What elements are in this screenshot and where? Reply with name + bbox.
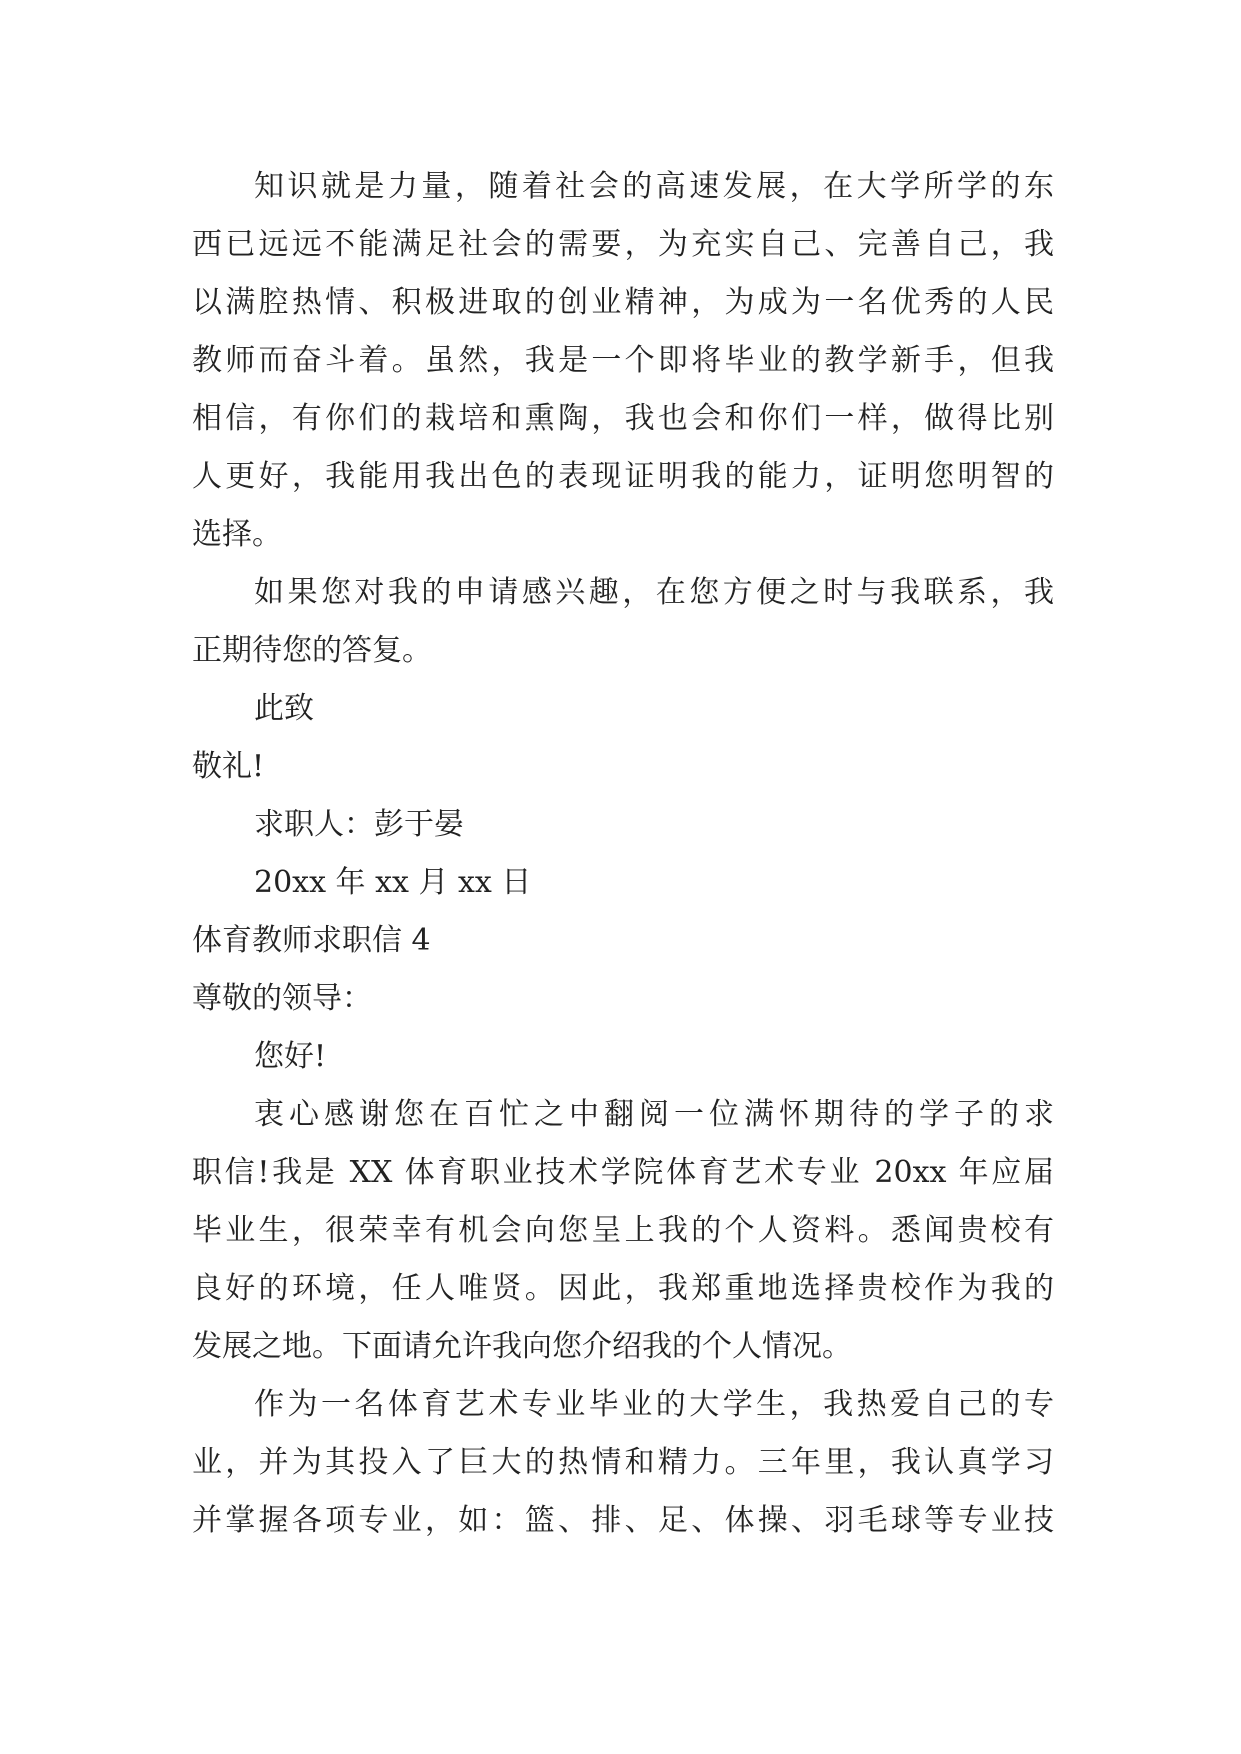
text-line: 选择。: [192, 517, 282, 552]
text-line: 相信，有你们的栽培和熏陶，我也会和你们一样，做得比别: [192, 401, 1054, 436]
greeting: 您好!: [254, 1039, 327, 1074]
text-line: 发展之地。下面请允许我向您介绍我的个人情况。: [192, 1329, 852, 1364]
document-body: [192, 158, 1054, 1550]
salutation: 尊敬的领导：: [192, 981, 372, 1016]
closing-line: 此致: [254, 691, 314, 726]
section-title: 体育教师求职信 4: [192, 923, 431, 958]
date: 20xx 年 xx 月 xx 日: [254, 865, 532, 900]
text-line: 人更好，我能用我出色的表现证明我的能力，证明您明智的: [192, 459, 1054, 494]
text-line: 作为一名体育艺术专业毕业的大学生，我热爱自己的专: [254, 1387, 1054, 1422]
text-line: 业，并为其投入了巨大的热情和精力。三年里，我认真学习: [192, 1445, 1054, 1480]
text-line: 良好的环境，任人唯贤。因此，我郑重地选择贵校作为我的: [192, 1271, 1054, 1306]
text-line: 教师而奋斗着。虽然，我是一个即将毕业的教学新手，但我: [192, 343, 1054, 378]
text-line: 知识就是力量，随着社会的高速发展，在大学所学的东: [254, 169, 1054, 204]
text-line: 以满腔热情、积极进取的创业精神，为成为一名优秀的人民: [192, 285, 1054, 320]
text-line: 正期待您的答复。: [192, 633, 432, 668]
text-line: 如果您对我的申请感兴趣，在您方便之时与我联系，我: [254, 575, 1054, 610]
text-line: 西已远远不能满足社会的需要，为充实自己、完善自己，我: [192, 227, 1054, 262]
signature: 求职人：彭于晏: [254, 807, 464, 842]
text-line: 衷心感谢您在百忙之中翻阅一位满怀期待的学子的求: [254, 1097, 1054, 1132]
text-line: 并掌握各项专业，如：篮、排、足、体操、羽毛球等专业技: [192, 1503, 1054, 1538]
text-line: 毕业生，很荣幸有机会向您呈上我的个人资料。悉闻贵校有: [192, 1213, 1054, 1248]
text-line: 职信!我是 XX 体育职业技术学院体育艺术专业 20xx 年应届: [192, 1155, 1054, 1190]
closing-line: 敬礼!: [192, 749, 265, 784]
